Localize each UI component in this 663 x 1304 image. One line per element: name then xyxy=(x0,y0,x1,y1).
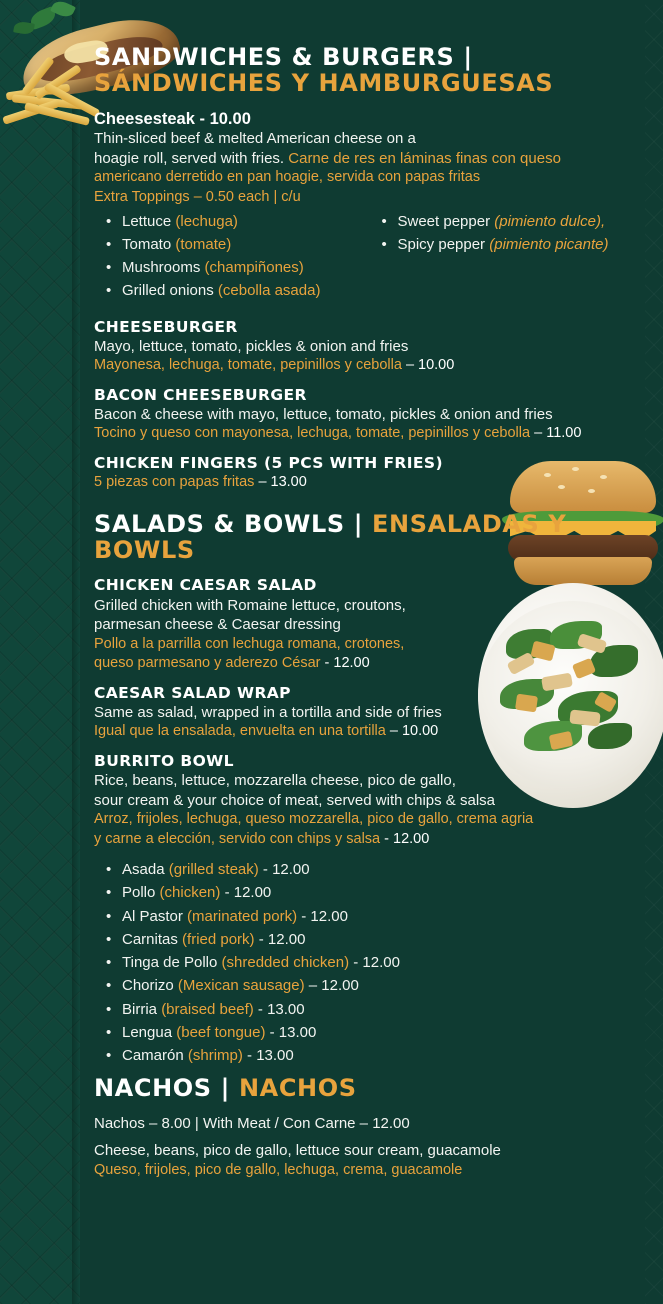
topping-en: Tomato xyxy=(122,235,172,253)
section-heading-nachos xyxy=(94,1075,645,1101)
item-desc-es-line2-row xyxy=(94,654,645,674)
item-desc-es: Tocino y queso con mayonesa, lechuga, tomate, pepinillos y cebolla xyxy=(94,425,531,442)
toppings-list-left xyxy=(94,210,370,303)
list-item xyxy=(94,858,645,881)
nachos-price-line: Nachos – 8.00 | With Meat / Con Carne – 12.00 xyxy=(94,1114,410,1132)
section-title-es: SÁNDWICHES Y HAMBURGUESAS xyxy=(94,69,554,98)
item-desc-es-line1: Arroz, frijoles, lechuga, queso mozzarella, pico de gallo, crema agria xyxy=(94,811,534,828)
item-desc-en-line1: Thin-sliced beef & melted American cheese on a xyxy=(94,130,416,148)
menu-item-caesar-salad-wrap xyxy=(94,683,645,742)
menu-item-bacon-cheeseburger xyxy=(94,385,645,444)
meat-es: (Mexican sausage) xyxy=(177,977,305,995)
meat-en: Carnitas xyxy=(122,930,178,948)
band-shadow-edge xyxy=(72,0,80,1304)
list-item xyxy=(94,1021,645,1044)
meat-price: - 12.00 xyxy=(224,884,272,902)
meat-en: Pollo xyxy=(122,884,156,902)
menu-item-cheeseburger xyxy=(94,317,645,376)
item-desc-es-line1: Pollo a la parrilla con lechuga romana, crotones, xyxy=(94,635,405,652)
item-desc-en: Same as salad, wrapped in a tortilla and side of fries xyxy=(94,703,442,721)
topping-es: (lechuga) xyxy=(175,212,238,230)
list-item xyxy=(94,998,645,1021)
item-desc-es: 5 piezas con papas fritas xyxy=(94,474,255,491)
menu-content xyxy=(80,0,663,1304)
item-desc-en-line2: sour cream & your choice of meat, served with chips & salsa xyxy=(94,791,496,809)
item-desc-es-row xyxy=(94,473,645,493)
item-name: Cheesesteak xyxy=(94,109,195,128)
meat-en: Camarón xyxy=(122,1047,184,1065)
section-title-en: SALADS & BOWLS xyxy=(94,509,345,538)
menu-item-chicken-caesar-salad xyxy=(94,575,645,673)
section-separator: | xyxy=(220,1074,230,1103)
item-desc-es-line2-row xyxy=(94,830,645,850)
item-desc-es-row xyxy=(94,424,645,444)
item-price: - 10.00 xyxy=(199,109,251,128)
item-name: CHICKEN FINGERS (5 PCS WITH FRIES) xyxy=(94,453,443,472)
item-price: – 10.00 xyxy=(405,357,455,374)
item-name: BACON CHEESEBURGER xyxy=(94,385,307,404)
item-name: CHICKEN CAESAR SALAD xyxy=(94,576,317,595)
list-item xyxy=(370,210,646,233)
section-separator: | xyxy=(353,509,364,538)
item-desc-es-line2: y carne a elección, servido con chips y salsa xyxy=(94,830,381,847)
item-desc-en: Bacon & cheese with mayo, lettuce, tomato, pickles & onion and fries xyxy=(94,405,553,423)
meat-es: (fried pork) xyxy=(182,930,255,948)
list-item xyxy=(94,210,370,233)
section-title-es: ENSALADAS Y BOWLS xyxy=(94,509,567,565)
meat-en: Asada xyxy=(122,861,165,879)
menu-item-burrito-bowl xyxy=(94,751,645,849)
item-price: – 10.00 xyxy=(389,723,439,740)
meat-es: (braised beef) xyxy=(161,1000,254,1018)
item-desc-en-line1: Rice, beans, lettuce, mozzarella cheese, pico de gallo, xyxy=(94,772,456,790)
list-item xyxy=(94,951,645,974)
toppings-columns xyxy=(94,208,645,303)
meat-es: (beef tongue) xyxy=(176,1023,266,1041)
meat-price: - 12.00 xyxy=(258,930,306,948)
extra-toppings-price: – 0.50 each | c/u xyxy=(193,188,301,205)
item-name: CAESAR SALAD WRAP xyxy=(94,683,291,702)
meat-price: - 12.00 xyxy=(353,954,400,972)
meat-es: (chicken) xyxy=(159,884,221,902)
meat-price: - 13.00 xyxy=(257,1000,305,1018)
list-item xyxy=(94,905,645,928)
section-heading-salads xyxy=(94,511,645,564)
meat-en: Birria xyxy=(122,1000,158,1018)
topping-es: (pimiento picante) xyxy=(489,235,609,253)
burrito-bowl-meat-options xyxy=(94,858,645,1067)
list-item xyxy=(94,881,645,904)
meat-en: Chorizo xyxy=(122,977,174,995)
meat-price: – 12.00 xyxy=(308,977,359,995)
item-price: - 12.00 xyxy=(384,830,430,847)
topping-en: Spicy pepper xyxy=(397,235,486,253)
item-price: – 13.00 xyxy=(258,474,307,491)
decorative-diamond-pattern xyxy=(0,0,80,1304)
item-desc-en-line1: Grilled chicken with Romaine lettuce, croutons, xyxy=(94,596,406,614)
section-title-es: NACHOS xyxy=(238,1074,357,1103)
list-item xyxy=(94,1044,645,1067)
meat-price: - 13.00 xyxy=(269,1023,317,1041)
item-price: – 11.00 xyxy=(534,425,582,442)
section-heading-sandwiches xyxy=(94,44,645,97)
item-desc-en: Mayo, lettuce, tomato, pickles & onion and fries xyxy=(94,337,409,355)
topping-es: (champiñones) xyxy=(204,259,304,277)
section-title-en: NACHOS xyxy=(94,1074,212,1103)
menu-item-cheesesteak xyxy=(94,109,645,303)
extra-toppings-label: Extra Toppings xyxy=(94,188,190,205)
item-title-row xyxy=(94,109,645,130)
meat-es: (grilled steak) xyxy=(168,861,259,879)
topping-es: (cebolla asada) xyxy=(217,282,321,300)
topping-en: Mushrooms xyxy=(122,259,201,277)
list-item xyxy=(370,233,646,256)
item-desc-es-line2: americano derretido en pan hoagie, servida con papas fritas xyxy=(94,169,481,186)
decorative-left-band xyxy=(0,0,80,1304)
list-item xyxy=(94,974,645,997)
list-item xyxy=(94,233,370,256)
toppings-column-right xyxy=(370,208,646,303)
item-desc-es: Mayonesa, lechuga, tomate, pepinillos y cebolla xyxy=(94,357,402,374)
menu-item-nachos xyxy=(94,1114,645,1181)
toppings-column-left xyxy=(94,208,370,303)
menu-item-chicken-fingers xyxy=(94,453,645,493)
item-desc-line2 xyxy=(94,149,645,169)
topping-en: Lettuce xyxy=(122,212,172,230)
item-desc-en-line2: hoagie roll, served with fries. xyxy=(94,149,285,167)
meat-en: Tinga de Pollo xyxy=(122,954,218,972)
meat-es: (shredded chicken) xyxy=(221,954,350,972)
item-desc-es-line1: Carne de res en láminas finas con queso xyxy=(288,149,561,167)
meat-price: - 13.00 xyxy=(247,1047,294,1065)
meat-price: - 12.00 xyxy=(301,907,348,925)
topping-es: (tomate) xyxy=(175,235,232,253)
meat-es: (marinated pork) xyxy=(187,907,298,925)
meat-en: Lengua xyxy=(122,1023,173,1041)
topping-en: Sweet pepper xyxy=(397,212,491,230)
meat-price: - 12.00 xyxy=(262,861,310,879)
nachos-desc-en: Cheese, beans, pico de gallo, lettuce sour cream, guacamole xyxy=(94,1142,501,1160)
item-desc-en-line2: parmesan cheese & Caesar dressing xyxy=(94,616,341,634)
toppings-list-right xyxy=(370,210,646,257)
item-desc-es-row xyxy=(94,722,645,742)
item-desc-es-line2: queso parmesano y aderezo César xyxy=(94,655,321,672)
list-item xyxy=(94,928,645,951)
topping-es: (pimiento dulce), xyxy=(494,212,606,230)
section-title-en: SANDWICHES & BURGERS xyxy=(94,43,455,71)
item-price: - 12.00 xyxy=(324,655,370,672)
item-desc-es: Igual que la ensalada, envuelta en una tortilla xyxy=(94,723,386,740)
extra-toppings-row xyxy=(94,188,645,208)
list-item xyxy=(94,256,370,279)
item-name: BURRITO BOWL xyxy=(94,751,234,770)
list-item xyxy=(94,279,370,302)
item-name: CHEESEBURGER xyxy=(94,317,238,336)
meat-es: (shrimp) xyxy=(187,1047,243,1065)
item-desc-es-row xyxy=(94,356,645,376)
section-separator: | xyxy=(463,43,473,71)
meat-en: Al Pastor xyxy=(122,907,183,925)
nachos-desc-es: Queso, frijoles, pico de gallo, lechuga, crema, guacamole xyxy=(94,1161,463,1178)
topping-en: Grilled onions xyxy=(122,282,214,300)
